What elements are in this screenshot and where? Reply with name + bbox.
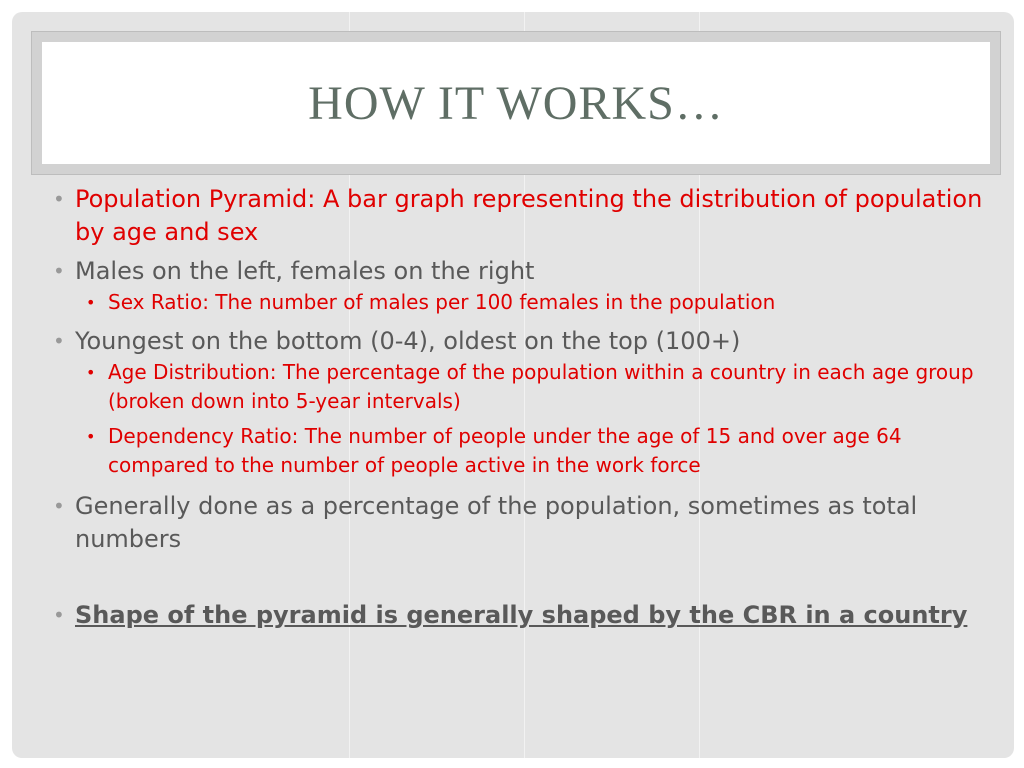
bullet-text: Generally done as a percentage of the population, sometimes as total numbers bbox=[75, 492, 918, 553]
bullet-text: Population Pyramid: A bar graph representing the distribution of population by age and sex bbox=[75, 185, 983, 246]
sub-bullet-item bbox=[50, 358, 990, 416]
bullet-item bbox=[50, 599, 990, 632]
bullet-dot: • bbox=[53, 329, 65, 353]
slide bbox=[12, 12, 1014, 758]
sub-bullet-dot: • bbox=[86, 363, 96, 382]
bullet-item bbox=[50, 325, 990, 358]
bullet-text: Males on the left, females on the right bbox=[75, 257, 535, 285]
bullet-item bbox=[50, 183, 990, 249]
bullet-dot: • bbox=[53, 494, 65, 518]
sub-bullet-text: Age Distribution: The percentage of the population within a country in each age group (broken down into 5-year intervals) bbox=[108, 360, 974, 413]
bullet-dot: • bbox=[53, 259, 65, 283]
bullet-dot: • bbox=[53, 603, 65, 627]
bullet-item bbox=[50, 255, 990, 288]
sub-bullet-text: Sex Ratio: The number of males per 100 females in the population bbox=[108, 290, 776, 314]
bullet-item bbox=[50, 490, 990, 556]
sub-bullet-dot: • bbox=[86, 293, 96, 312]
title-box bbox=[42, 42, 990, 164]
sub-bullet-item bbox=[50, 422, 990, 480]
sub-bullet-dot: • bbox=[86, 427, 96, 446]
title-frame bbox=[31, 31, 1001, 175]
bullet-text: Youngest on the bottom (0-4), oldest on the top (100+) bbox=[75, 327, 741, 355]
slide-body bbox=[50, 183, 990, 632]
sub-bullet-item bbox=[50, 288, 990, 317]
bullet-dot: • bbox=[53, 187, 65, 211]
slide-title: HOW IT WORKS… bbox=[308, 76, 724, 130]
sub-bullet-text: Dependency Ratio: The number of people under the age of 15 and over age 64 compared to the number of people active in the work force bbox=[108, 424, 902, 477]
emphasized-bullet-text: Shape of the pyramid is generally shaped by the CBR in a country bbox=[75, 601, 968, 629]
